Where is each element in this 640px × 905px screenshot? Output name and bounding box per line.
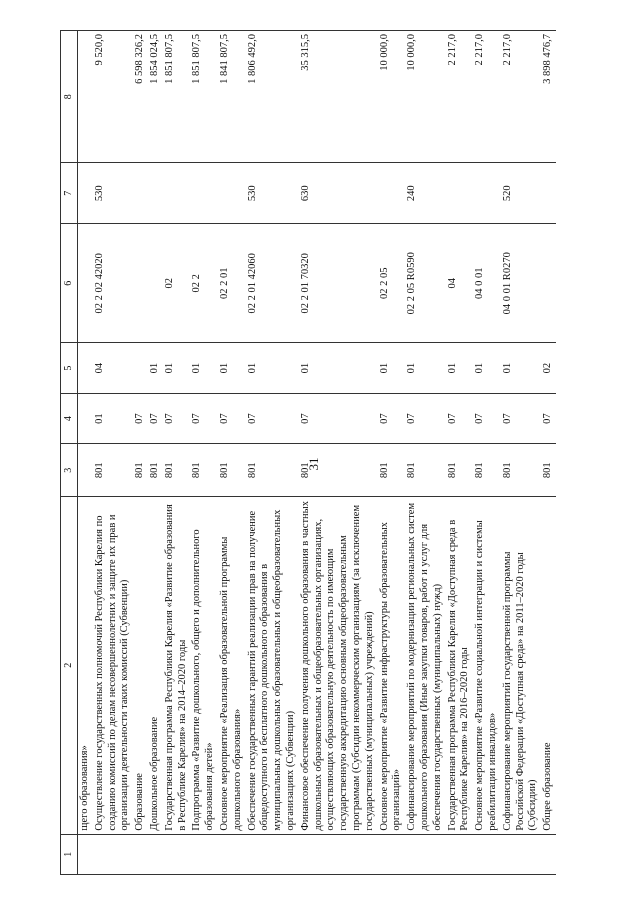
row-name-cell: Основное мероприятие «Развитие инфраструктуры образовательных организаций» <box>378 496 406 834</box>
row-value-cell <box>78 393 93 444</box>
row-value-cell: 10 000,0 <box>378 31 406 163</box>
row-index-cell <box>93 834 133 874</box>
row-value-cell: 1 854 024,5 <box>148 31 163 163</box>
row-name-cell: Осуществление государственных полномочий Республики Карелия по созданию комиссий по делам несовершеннолетних и защите их прав и организации деятельности таких комиссий (Субвенции) <box>93 496 133 834</box>
row-value-cell: 01 <box>93 393 133 444</box>
row-value-cell: 01 <box>148 343 163 394</box>
row-index-cell <box>218 834 246 874</box>
row-value-cell: 801 <box>190 444 218 497</box>
row-value-cell: 530 <box>93 163 133 224</box>
row-name-cell: Финансовое обеспечение получения дошкольного образования в частных дошкольных образовательных и общеобразовательных организациях, осуществляющих образовательную деятельность по имеющим государственную аккредитацию основным общеобразовательным программам (Субсидии некоммерческим организациям (за исключением государственных (муниципальных) учреждений) <box>299 496 378 834</box>
row-name-cell: Софинансирование мероприятий государственной программы Российской Федерации «Доступная среда» на 2011–2020 годы (Субсидии) <box>501 496 541 834</box>
header-cell: 8 <box>61 31 78 163</box>
row-value-cell <box>218 163 246 224</box>
row-value-cell: 04 <box>93 343 133 394</box>
row-value-cell <box>190 163 218 224</box>
row-index-cell <box>501 834 541 874</box>
row-value-cell: 07 <box>541 393 556 444</box>
row-value-cell <box>133 343 148 394</box>
row-value-cell: 801 <box>446 444 474 497</box>
row-value-cell: 07 <box>218 393 246 444</box>
budget-table-sheet <box>60 30 620 875</box>
table-row <box>378 31 406 875</box>
row-name-cell: Основное мероприятие «Реализация образовательной программы дошкольного образования» <box>218 496 246 834</box>
row-value-cell: 801 <box>133 444 148 497</box>
row-index-cell <box>405 834 445 874</box>
row-value-cell <box>473 163 501 224</box>
row-value-cell: 07 <box>473 393 501 444</box>
row-value-cell: 6 598 326,2 <box>133 31 148 163</box>
budget-table <box>60 30 556 875</box>
row-value-cell <box>163 163 191 224</box>
row-name-cell: Подпрограмма «Развитие дошкольного, общего и дополнительного образования детей» <box>190 496 218 834</box>
row-value-cell <box>148 163 163 224</box>
row-value-cell: 02 2 05 R0590 <box>405 224 445 343</box>
row-value-cell: 07 <box>405 393 445 444</box>
row-index-cell <box>163 834 191 874</box>
row-value-cell <box>133 224 148 343</box>
table-row <box>163 31 191 875</box>
row-value-cell: 02 2 <box>190 224 218 343</box>
row-value-cell: 02 2 02 42020 <box>93 224 133 343</box>
row-name-cell: щего образования» <box>78 496 93 834</box>
row-value-cell: 01 <box>246 343 299 394</box>
row-value-cell: 3 898 476,7 <box>541 31 556 163</box>
header-cell: 1 <box>61 834 78 874</box>
row-value-cell <box>148 224 163 343</box>
row-value-cell: 801 <box>163 444 191 497</box>
table-row <box>218 31 246 875</box>
row-value-cell: 530 <box>246 163 299 224</box>
row-value-cell: 801 <box>299 444 378 497</box>
row-value-cell <box>78 163 93 224</box>
row-value-cell: 07 <box>163 393 191 444</box>
row-value-cell: 04 <box>446 224 474 343</box>
row-value-cell: 04 0 01 R0270 <box>501 224 541 343</box>
row-value-cell <box>133 163 148 224</box>
row-value-cell <box>446 163 474 224</box>
row-value-cell: 07 <box>501 393 541 444</box>
row-value-cell: 2 217,0 <box>473 31 501 163</box>
row-value-cell: 07 <box>246 393 299 444</box>
header-cell: 2 <box>61 496 78 834</box>
row-value-cell: 07 <box>299 393 378 444</box>
table-row <box>501 31 541 875</box>
row-value-cell: 9 520,0 <box>93 31 133 163</box>
row-value-cell: 801 <box>246 444 299 497</box>
table-row <box>78 31 93 875</box>
row-name-cell: Образование <box>133 496 148 834</box>
row-value-cell: 01 <box>501 343 541 394</box>
row-index-cell <box>473 834 501 874</box>
row-value-cell: 02 <box>163 224 191 343</box>
row-value-cell: 02 2 01 <box>218 224 246 343</box>
row-value-cell: 1 841 807,5 <box>218 31 246 163</box>
row-value-cell: 02 2 05 <box>378 224 406 343</box>
row-value-cell: 01 <box>190 343 218 394</box>
row-index-cell <box>148 834 163 874</box>
row-value-cell: 2 217,0 <box>446 31 474 163</box>
row-value-cell: 04 0 01 <box>473 224 501 343</box>
table-row <box>541 31 556 875</box>
row-name-cell: Общее образование <box>541 496 556 834</box>
row-index-cell <box>541 834 556 874</box>
row-value-cell: 02 <box>541 343 556 394</box>
row-value-cell: 02 2 01 42060 <box>246 224 299 343</box>
row-name-cell: Обеспечение государственных гарантий реализации прав на получение общедоступного и бесплатного дошкольного образования в муниципальных дошкольных образовательных и общеобразовательных организациях (Субвенции) <box>246 496 299 834</box>
row-index-cell <box>190 834 218 874</box>
row-name-cell: Основное мероприятие «Развитие социальной интеграции и системы реабилитации инвалидов» <box>473 496 501 834</box>
row-name-cell: Государственная программа Республики Карелия «Доступная среда в Республике Карелия» на 2016–2020 годы <box>446 496 474 834</box>
row-value-cell: 1 806 492,0 <box>246 31 299 163</box>
row-index-cell <box>133 834 148 874</box>
row-value-cell: 801 <box>148 444 163 497</box>
header-cell: 7 <box>61 163 78 224</box>
header-cell: 5 <box>61 343 78 394</box>
row-index-cell <box>446 834 474 874</box>
row-name-cell: Государственная программа Республики Карелия «Развитие образования в Республике Карелия» на 2014–2020 годы <box>163 496 191 834</box>
row-value-cell: 801 <box>405 444 445 497</box>
row-value-cell: 07 <box>446 393 474 444</box>
row-index-cell <box>299 834 378 874</box>
row-index-cell <box>378 834 406 874</box>
row-value-cell: 02 2 01 70320 <box>299 224 378 343</box>
table-row <box>299 31 378 875</box>
table-row <box>93 31 133 875</box>
table-row <box>246 31 299 875</box>
row-value-cell: 801 <box>378 444 406 497</box>
row-value-cell <box>78 444 93 497</box>
row-value-cell: 07 <box>148 393 163 444</box>
table-row <box>446 31 474 875</box>
row-value-cell: 1 851 807,5 <box>190 31 218 163</box>
row-value-cell: 1 851 807,5 <box>163 31 191 163</box>
row-value-cell: 35 315,5 <box>299 31 378 163</box>
page-number: 31 <box>306 457 321 471</box>
table-row <box>148 31 163 875</box>
row-value-cell <box>78 224 93 343</box>
table-row <box>190 31 218 875</box>
row-index-cell <box>246 834 299 874</box>
table-row <box>405 31 445 875</box>
row-value-cell: 2 217,0 <box>501 31 541 163</box>
table-row <box>133 31 148 875</box>
row-value-cell: 801 <box>218 444 246 497</box>
row-value-cell <box>78 343 93 394</box>
table-row <box>473 31 501 875</box>
row-value-cell: 01 <box>446 343 474 394</box>
row-value-cell: 801 <box>541 444 556 497</box>
row-value-cell <box>541 224 556 343</box>
row-value-cell: 630 <box>299 163 378 224</box>
row-value-cell: 07 <box>190 393 218 444</box>
row-value-cell: 10 000,0 <box>405 31 445 163</box>
row-value-cell <box>78 31 93 163</box>
row-value-cell <box>378 163 406 224</box>
row-name-cell: Дошкольное образование <box>148 496 163 834</box>
row-value-cell: 01 <box>378 343 406 394</box>
row-value-cell: 801 <box>93 444 133 497</box>
row-value-cell: 01 <box>163 343 191 394</box>
header-cell: 4 <box>61 393 78 444</box>
row-value-cell: 240 <box>405 163 445 224</box>
header-cell: 3 <box>61 444 78 497</box>
row-value-cell: 01 <box>218 343 246 394</box>
row-value-cell: 801 <box>501 444 541 497</box>
row-value-cell: 520 <box>501 163 541 224</box>
row-value-cell: 01 <box>473 343 501 394</box>
row-name-cell: Софинансирование мероприятий по модернизации региональных систем дошкольного образования (Иные закупки товаров, работ и услуг для обеспечения государственных (муниципальных) нужд) <box>405 496 445 834</box>
row-index-cell <box>78 834 93 874</box>
row-value-cell: 07 <box>378 393 406 444</box>
row-value-cell: 01 <box>299 343 378 394</box>
row-value-cell: 01 <box>405 343 445 394</box>
row-value-cell: 801 <box>473 444 501 497</box>
table-header-row <box>61 31 78 875</box>
header-cell: 6 <box>61 224 78 343</box>
row-value-cell: 07 <box>133 393 148 444</box>
row-value-cell <box>541 163 556 224</box>
